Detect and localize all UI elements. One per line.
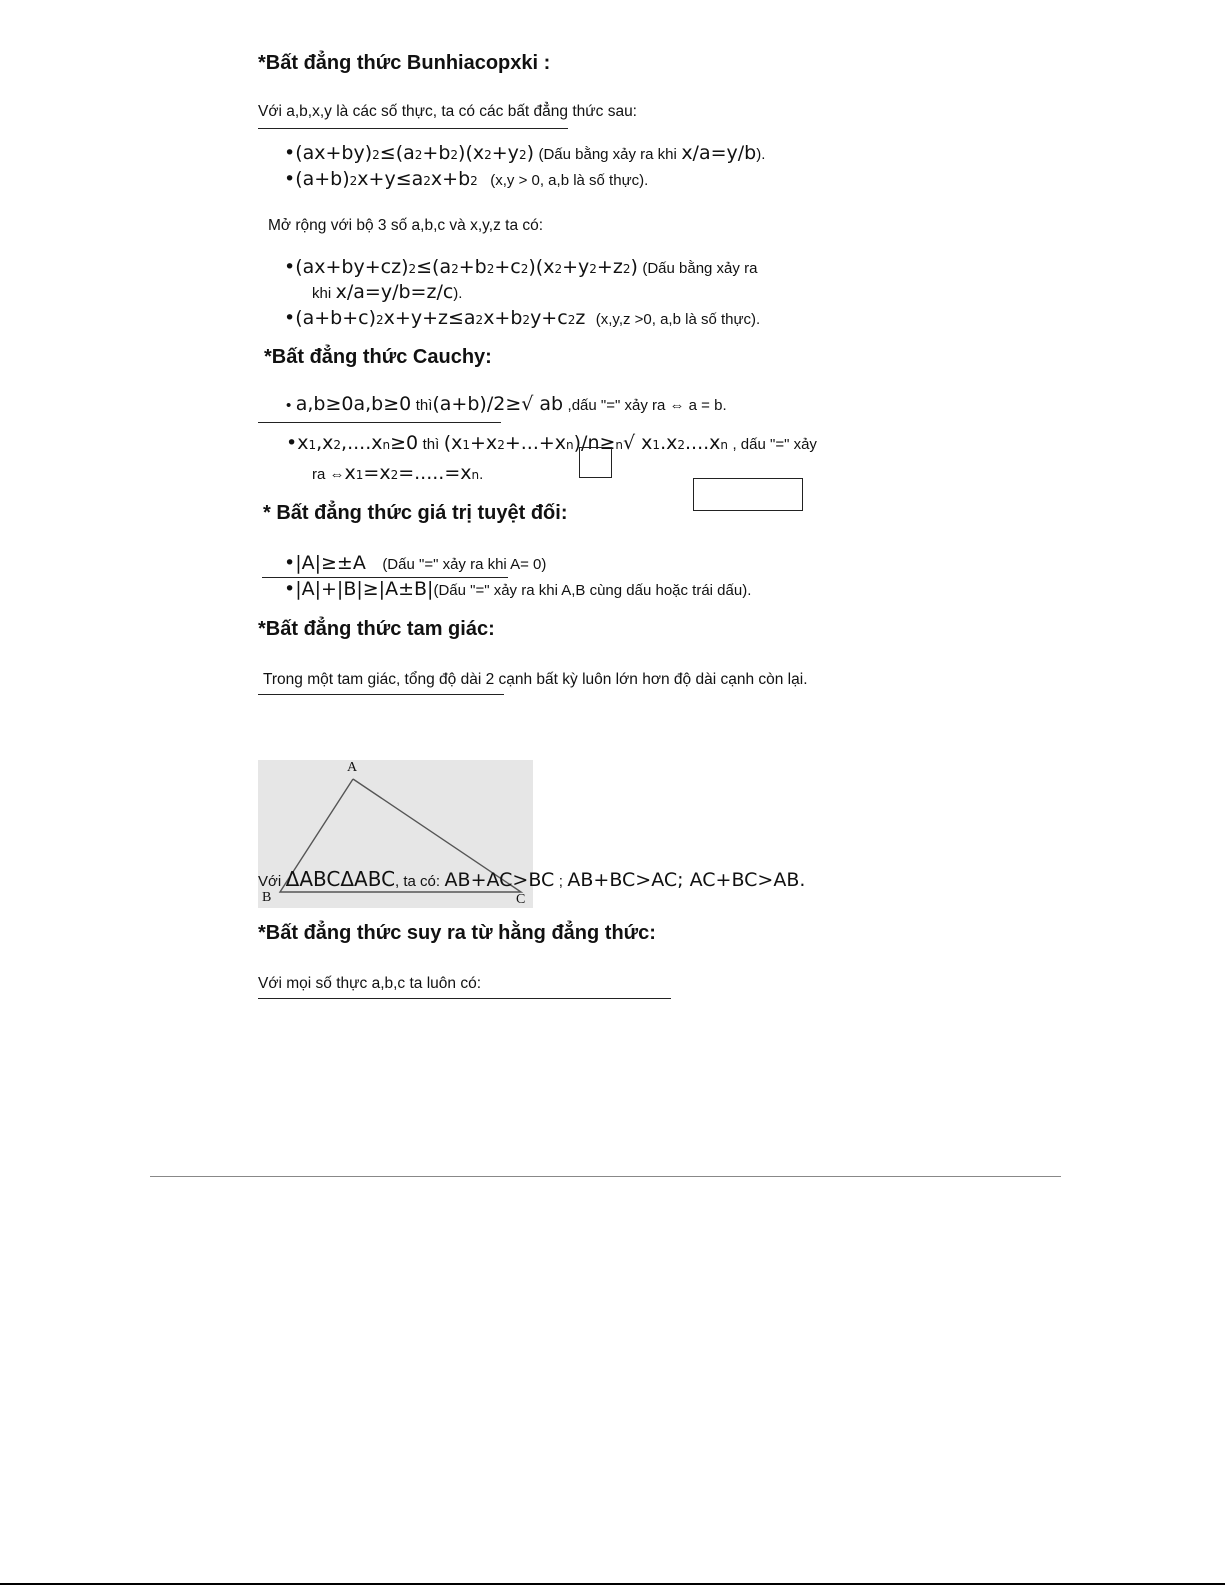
- heading-triangle: *Bất đẳng thức tam giác:: [258, 618, 495, 640]
- heading-identity: *Bất đẳng thức suy ra từ hằng đẳng thức:: [258, 922, 656, 944]
- identity-intro: Với mọi số thực a,b,c ta luôn có:: [258, 975, 482, 992]
- heading-cauchy: *Bất đẳng thức Cauchy:: [264, 346, 492, 368]
- triangle-inequality-line: Với ΔABCΔABC, ta có: AB+AC>BC ; AB+BC>AC; AC+BC>AB.: [258, 867, 806, 891]
- bunhia-intro: Với a,b,x,y là các số thực, ta có các bất đẳng thức sau:: [258, 103, 637, 120]
- heading-bunhiacopxki: *Bất đẳng thức Bunhiacopxki :: [258, 52, 551, 74]
- cauchy-formula-1: • a,b≥0a,b≥0 thì(a+b)/2≥√ ab ,dấu "=" xảy ra ⇔ a = b.: [286, 393, 727, 415]
- vertex-label-a: A: [347, 760, 358, 775]
- underline: [258, 694, 504, 695]
- abs-formula-2: •|A|+|B|≥|A±B|(Dấu "=" xảy ra khi A,B cùng dấu hoặc trái dấu).: [284, 578, 752, 600]
- underline: [258, 422, 501, 423]
- triangle-intro: Trong một tam giác, tổng độ dài 2 cạnh bất kỳ luôn lớn hơn độ dài cạnh còn lại.: [263, 671, 808, 688]
- page-divider: [150, 1176, 1061, 1177]
- empty-box: [693, 478, 803, 511]
- heading-absolute-value: * Bất đẳng thức giá trị tuyệt đối:: [263, 502, 568, 524]
- underline: [258, 128, 568, 129]
- bunhia-formula-3: •(ax+by+cz)2≤(a2+b2+c2)(x2+y2+z2) (Dấu bằng xảy ra: [284, 256, 758, 278]
- vertex-label-b: B: [262, 890, 272, 905]
- bunhia-formula-4: •(a+b+c)2x+y+z≤a2x+b2y+c2z (x,y,z >0, a,b là số thực).: [284, 307, 761, 329]
- empty-box: [579, 447, 612, 478]
- cauchy-formula-2-cont: ra ⇔x1=x2=.....=xn.: [312, 462, 484, 484]
- bunhia-formula-3-condition: khi x/a=y/b=z/c).: [312, 281, 463, 303]
- vertex-label-c: C: [516, 892, 526, 907]
- bunhia-formula-2: •(a+b)2x+y≤a2x+b2 (x,y > 0, a,b là số thực).: [284, 168, 649, 190]
- bunhia-formula-1: •(ax+by)2≤(a2+b2)(x2+y2) (Dấu bằng xảy ra khi x/a=y/b).: [284, 142, 766, 164]
- abs-formula-1: •|A|≥±A (Dấu "=" xảy ra khi A= 0): [284, 552, 547, 574]
- underline: [258, 998, 671, 999]
- cauchy-formula-2: •x1,x2,....xn≥0 thì (x1+x2+...+xn)/n≥n√ x1.x2....xn , dấu "=" xảy: [286, 432, 817, 454]
- bunhia-extension-intro: Mở rộng với bộ 3 số a,b,c và x,y,z ta có:: [268, 217, 544, 234]
